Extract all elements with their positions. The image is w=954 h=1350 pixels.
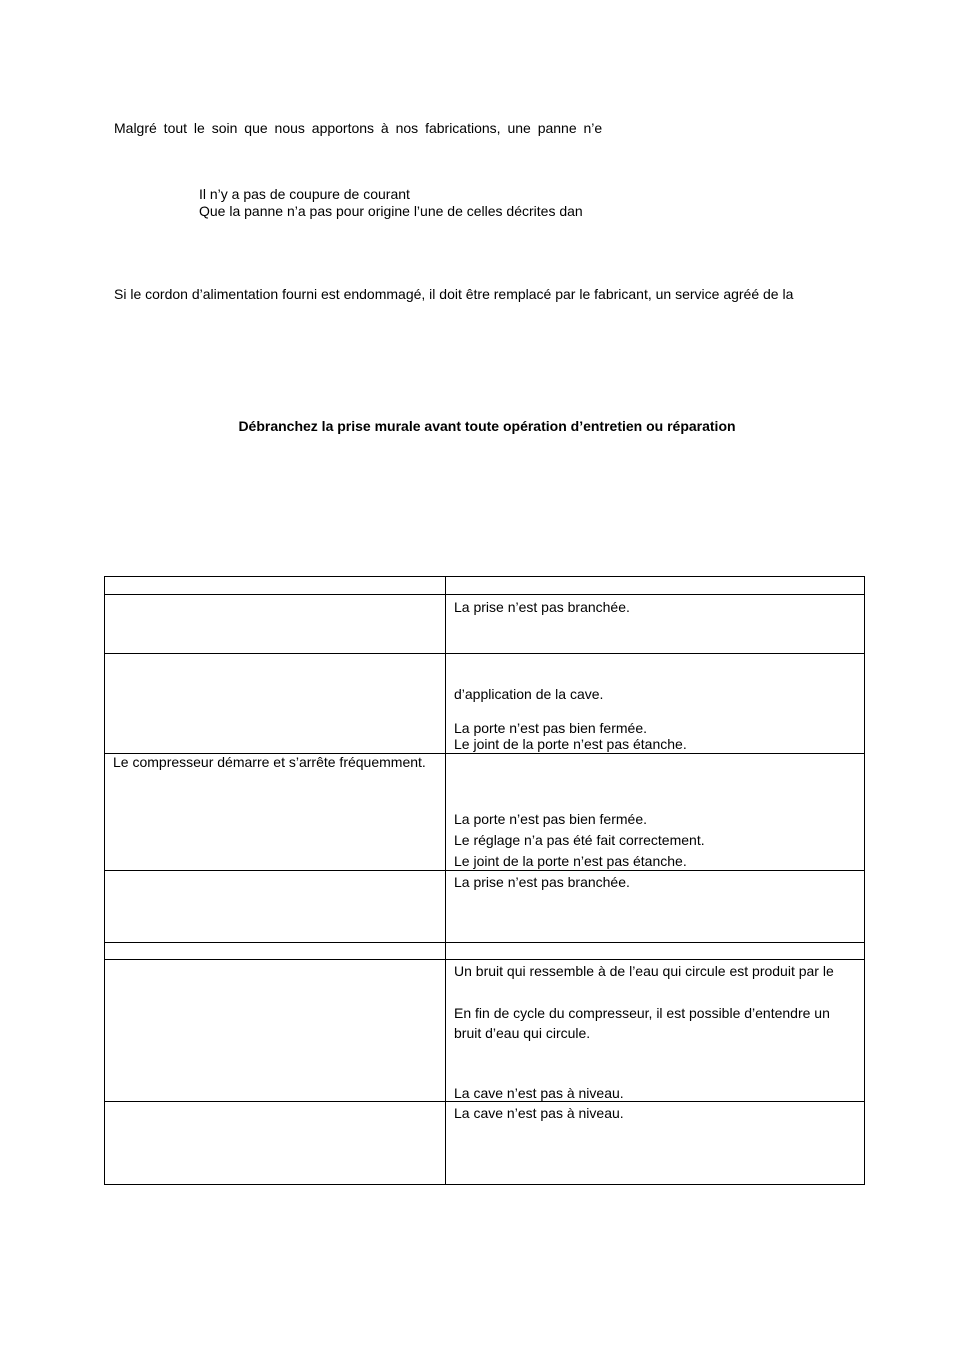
table-row bbox=[105, 754, 865, 871]
symptom-cell bbox=[105, 943, 446, 960]
troubleshooting-table bbox=[104, 576, 865, 1185]
cause-line: Le joint de la porte n’est pas étanche. bbox=[454, 736, 687, 752]
symptom-line: Le compresseur démarre et s’arrête fréquemment. bbox=[113, 754, 426, 770]
cause-line: La cave n’est pas à niveau. bbox=[454, 1105, 624, 1121]
check-item-power: Il n’y a pas de coupure de courant bbox=[199, 186, 410, 202]
safety-warning: Débranchez la prise murale avant toute opération d’entretien ou réparation bbox=[238, 418, 736, 434]
cause-line: d’application de la cave. bbox=[454, 686, 604, 702]
table-row bbox=[105, 960, 865, 1102]
cause-line: Un bruit qui ressemble à de l’eau qui circule est produit par le bbox=[454, 963, 834, 979]
cause-cell bbox=[446, 577, 865, 595]
table-row bbox=[105, 654, 865, 754]
table-row bbox=[105, 943, 865, 960]
cause-line: Le joint de la porte n’est pas étanche. bbox=[454, 853, 687, 869]
symptom-cell bbox=[105, 871, 446, 943]
cause-line: La porte n’est pas bien fermée. bbox=[454, 720, 648, 736]
table-row bbox=[105, 595, 865, 654]
table-row bbox=[105, 871, 865, 943]
cause-cell bbox=[446, 754, 865, 871]
check-item-origin: Que la panne n’a pas pour origine l’une de celles décrites dan bbox=[199, 203, 583, 219]
cause-cell bbox=[446, 654, 865, 754]
intro-paragraph: Malgré tout le soin que nous apportons à nos fabrications, une panne n’e bbox=[114, 120, 603, 136]
cause-cell bbox=[446, 960, 865, 1102]
cause-cell bbox=[446, 943, 865, 960]
cause-cell bbox=[446, 595, 865, 654]
table-row bbox=[105, 1102, 865, 1185]
symptom-cell bbox=[105, 754, 446, 871]
cause-line: La prise n’est pas branchée. bbox=[454, 874, 630, 890]
cause-cell bbox=[446, 1102, 865, 1185]
symptom-cell bbox=[105, 1102, 446, 1185]
power-cord-notice: Si le cordon d’alimentation fourni est endommagé, il doit être remplacé par le fabricant, un service agréé de la bbox=[114, 286, 794, 302]
cause-line: La prise n’est pas branchée. bbox=[454, 599, 630, 615]
symptom-cell bbox=[105, 654, 446, 754]
cause-line: Le réglage n’a pas été fait correctement. bbox=[454, 832, 705, 848]
cause-line: bruit d’eau qui circule. bbox=[454, 1025, 591, 1041]
table-row bbox=[105, 577, 865, 595]
cause-cell bbox=[446, 871, 865, 943]
cause-line: En fin de cycle du compresseur, il est possible d’entendre un bbox=[454, 1005, 830, 1021]
symptom-cell bbox=[105, 595, 446, 654]
cause-line: La cave n’est pas à niveau. bbox=[454, 1085, 624, 1101]
symptom-cell bbox=[105, 577, 446, 595]
cause-line: La porte n’est pas bien fermée. bbox=[454, 811, 648, 827]
symptom-cell bbox=[105, 960, 446, 1102]
